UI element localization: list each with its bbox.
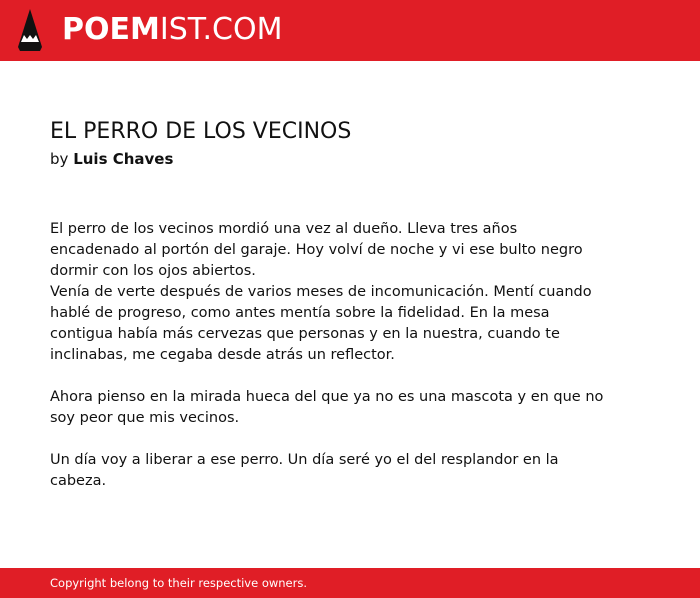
poem-title: EL PERRO DE LOS VECINOS [50,119,352,144]
poem-line: inclinabas, me cegaba desde atrás un reflector. [50,347,395,363]
poem-line: Ahora pienso en la mirada hueca del que ya no es una mascota y en que no [50,389,604,405]
site-footer [0,568,700,598]
poem-body [50,219,610,513]
poem-line: dormir con los ojos abiertos. [50,263,256,279]
logo-light-text: IST.COM [159,12,283,47]
poem-line: Venía de verte después de varios meses de incomunicación. Mentí cuando [50,284,592,300]
pencil-icon[interactable] [18,9,42,51]
poem-line: Un día voy a liberar a ese perro. Un día seré yo el del resplandor en la [50,452,559,468]
site-logo[interactable] [62,12,282,48]
author-name: Luis Chaves [73,150,174,168]
poem-line: contigua había más cervezas que personas y en la nuestra, cuando te [50,326,560,342]
by-label: by [50,150,69,168]
stanza [50,450,610,492]
logo-bold-text: POEM [62,12,160,47]
poem-line: El perro de los vecinos mordió una vez al dueño. Lleva tres años [50,221,518,237]
copyright-text: Copyright belong to their respective owners. [50,576,308,590]
byline [50,149,173,169]
poem-line: encadenado al portón del garaje. Hoy volví de noche y vi ese bulto negro [50,242,583,258]
stanza [50,387,610,429]
stanza [50,219,610,366]
poem-line: hablé de progreso, como antes mentía sobre la fidelidad. En la mesa [50,305,550,321]
poem-line: cabeza. [50,473,107,489]
site-header [0,0,700,61]
poem-line: soy peor que mis vecinos. [50,410,240,426]
